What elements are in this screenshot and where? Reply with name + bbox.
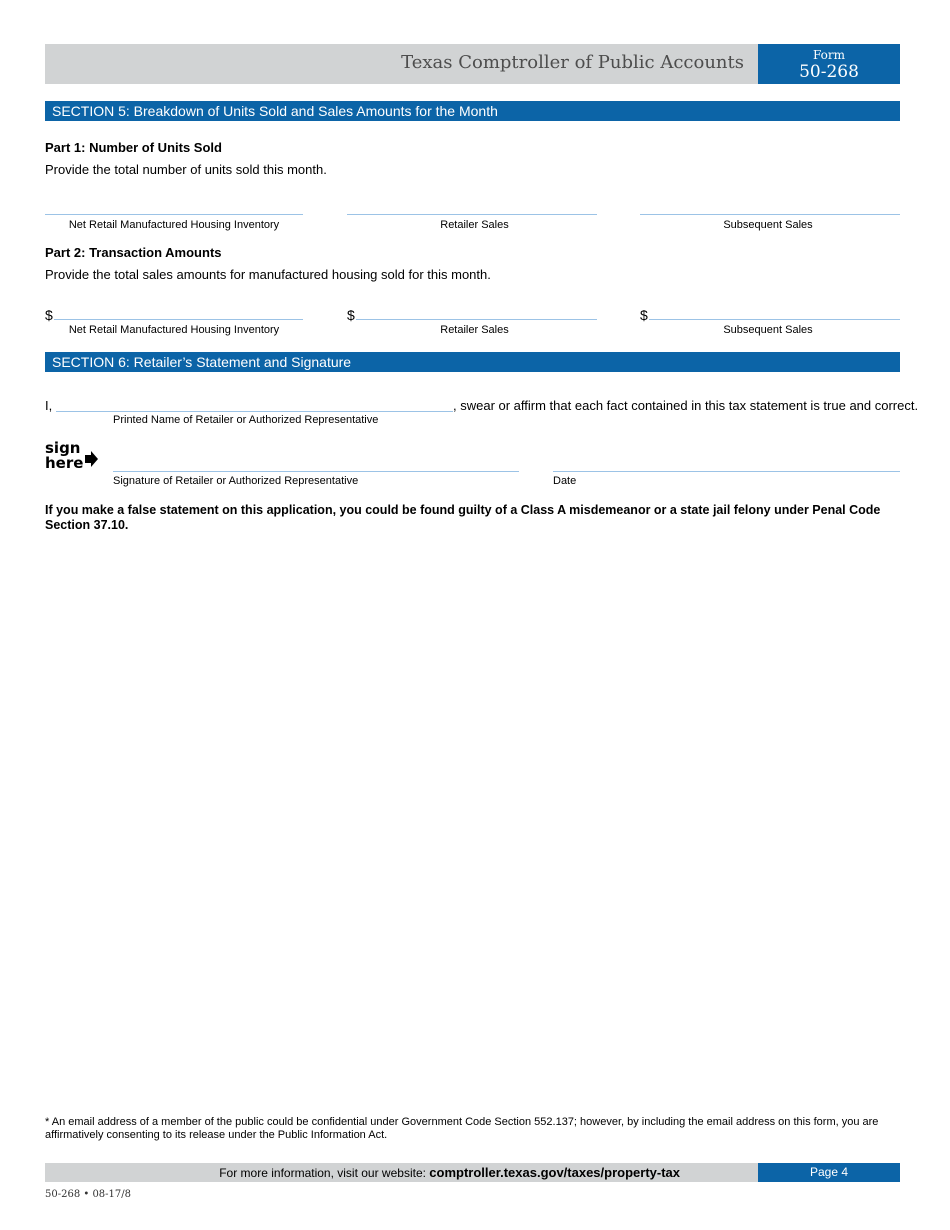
amount-subsequent-sales-label: Subsequent Sales [723,324,813,336]
form-number-badge [758,44,900,84]
part1-heading: Part 1: Number of Units Sold [45,140,222,155]
printed-name-label: Printed Name of Retailer or Authorized Representative [113,414,379,426]
form-label: Form [812,48,845,62]
agency-title: Texas Comptroller of Public Accounts [401,52,744,73]
units-subsequent-sales-input[interactable] [640,214,900,215]
currency-symbol: $ [45,307,53,323]
units-subsequent-sales-label: Subsequent Sales [723,219,813,231]
currency-symbol: $ [347,307,355,323]
footer-info [45,1163,758,1183]
amount-net-inventory-input[interactable] [54,319,303,320]
date-label: Date [553,475,577,487]
signature-label: Signature of Retailer or Authorized Representative [113,475,359,487]
printed-name-input[interactable] [56,411,453,412]
footer-info-prefix: For more information, visit our website: [219,1166,430,1180]
units-retailer-sales-input[interactable] [347,214,597,215]
statement-prefix: I, [45,398,53,413]
units-net-inventory-label: Net Retail Manufactured Housing Inventory [68,219,280,231]
amount-retailer-sales-input[interactable] [356,319,597,320]
signature-input[interactable] [113,471,519,472]
sign-here-marker [45,441,83,471]
units-retailer-sales-label: Retailer Sales [440,219,509,231]
email-footnote: * An email address of a member of the public could be confidential under Government Code Section 552.137; however, by including the email address on this form, you are affirmatively consenting to its release under the Public Information Act. [45,1116,879,1141]
sign-text: sign [45,439,81,457]
here-text: here [45,454,84,472]
statement-text: , swear or affirm that each fact contained in this tax statement is true and correct. [453,398,919,413]
currency-symbol: $ [640,307,648,323]
date-input[interactable] [553,471,900,472]
form-revision-id: 50-268 • 08-17/8 [45,1189,132,1200]
part1-instruction: Provide the total number of units sold this month. [45,162,327,177]
sign-arrow-icon [85,451,98,467]
form-number: 50-268 [799,62,859,82]
section5-title: SECTION 5: Breakdown of Units Sold and Sales Amounts for the Month [45,101,900,121]
footer-website-link[interactable]: comptroller.texas.gov/taxes/property-tax [429,1165,680,1180]
page-number: Page 4 [758,1163,900,1182]
amount-subsequent-sales-input[interactable] [649,319,900,320]
section6-title: SECTION 6: Retailer’s Statement and Signature [45,352,900,372]
amount-net-inventory-label: Net Retail Manufactured Housing Inventory [68,324,280,336]
penalty-warning: If you make a false statement on this application, you could be found guilty of a Class A misdemeanor or a state jail felony under Penal Code Section 37.10. [45,503,881,532]
part2-heading: Part 2: Transaction Amounts [45,245,222,260]
part2-instruction: Provide the total sales amounts for manufactured housing sold for this month. [45,267,491,282]
units-net-inventory-input[interactable] [45,214,303,215]
amount-retailer-sales-label: Retailer Sales [440,324,509,336]
